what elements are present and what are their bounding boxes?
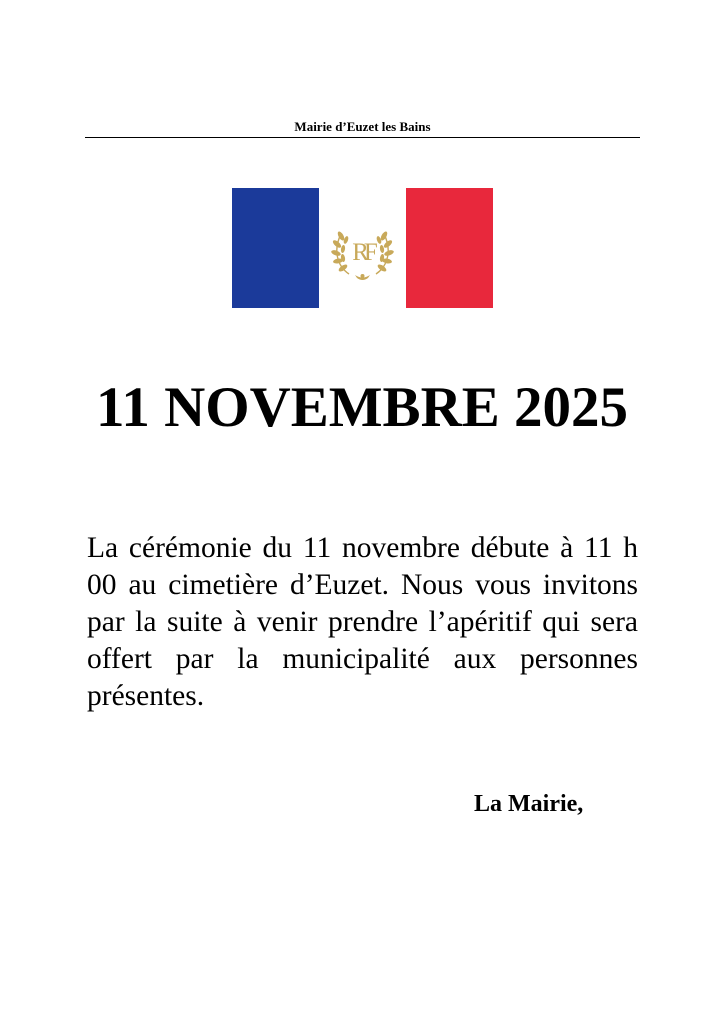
header-title: Mairie d’Euzet les Bains: [294, 119, 431, 134]
rf-monogram: RF: [352, 239, 373, 266]
french-flag: [232, 188, 493, 308]
header-divider: [85, 137, 640, 138]
flag-blue-band: [232, 188, 319, 308]
page-title: 11 NOVEMBRE 2025: [95, 376, 629, 439]
rf-laurel-emblem-icon: [319, 214, 406, 282]
signature: La Mairie,: [474, 791, 584, 817]
announcement-paragraph: La cérémonie du 11 novembre débute à 11 h 00 au cimetière d’Euzet. Nous vous invitons par la suite à venir prendre l’apéritif qui sera offert par la municipalité aux personnes présentes.: [87, 532, 638, 712]
flag-red-band: [406, 188, 493, 308]
